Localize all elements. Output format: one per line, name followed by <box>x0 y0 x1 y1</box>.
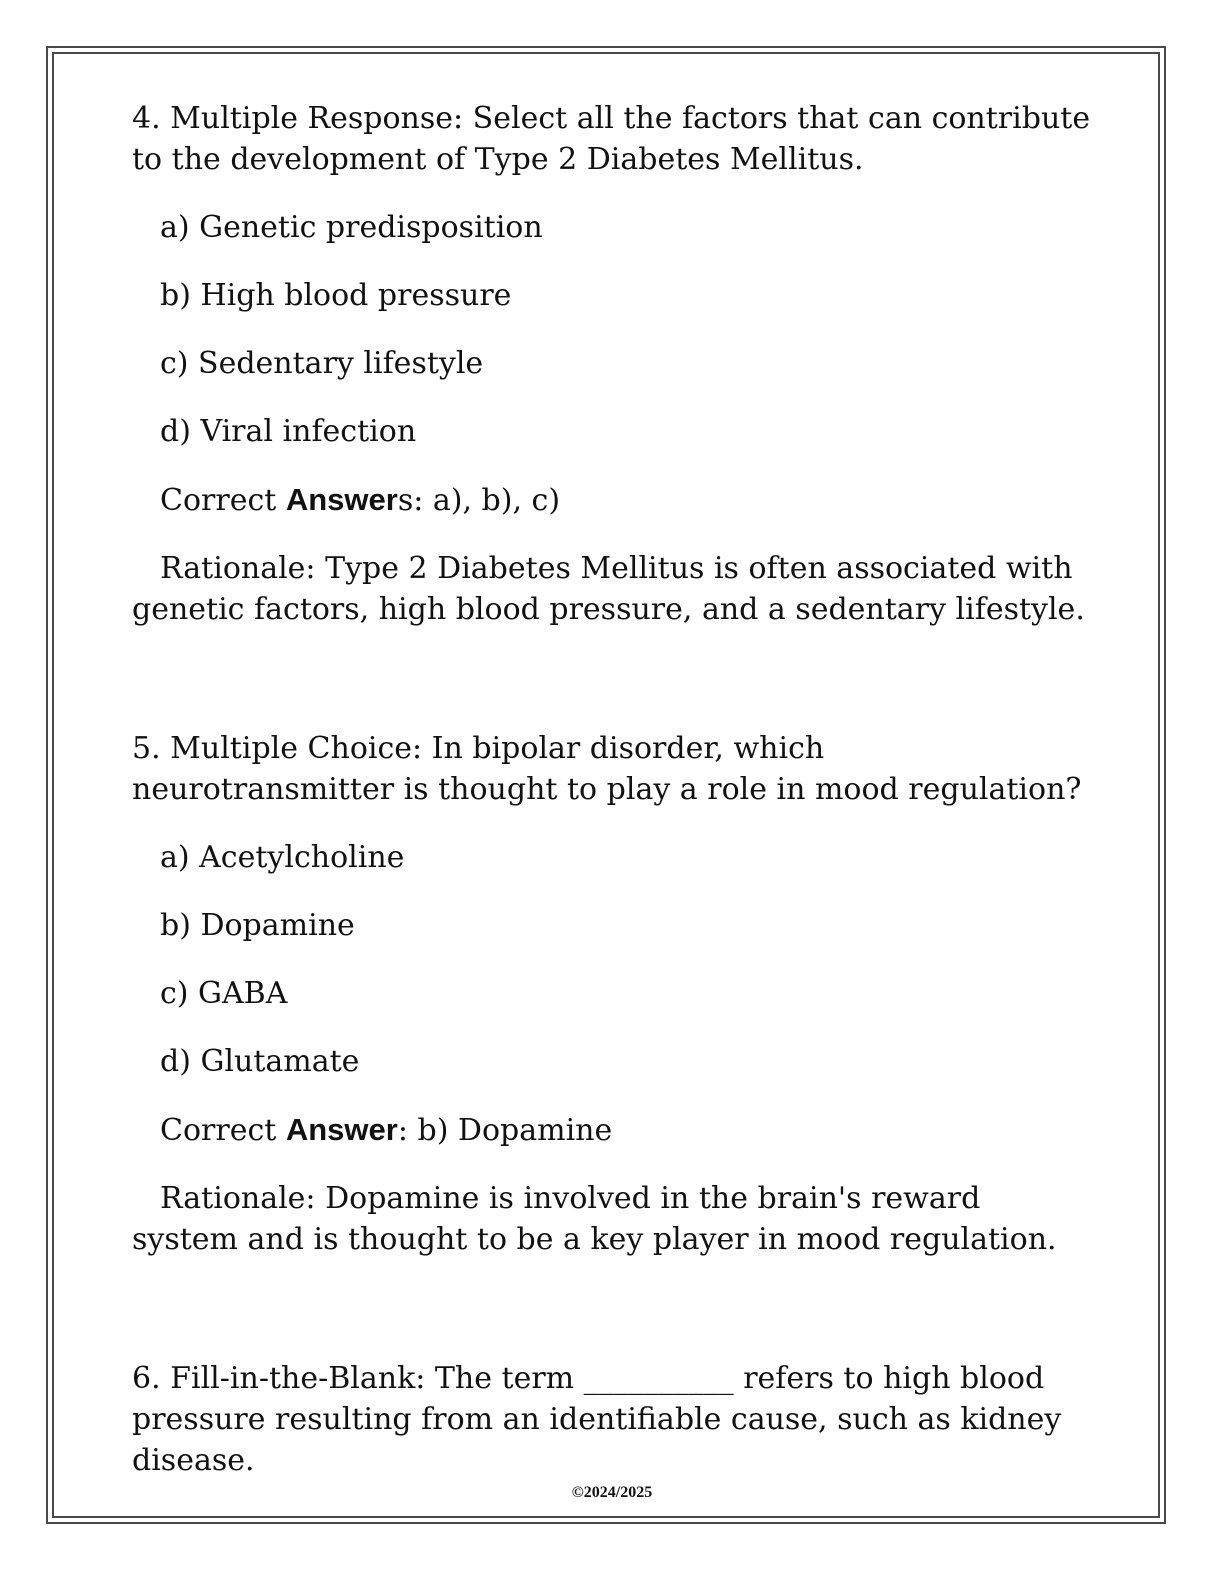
correct-answer <box>160 1109 1092 1151</box>
answer-suffix: s: a), b), c) <box>397 483 561 518</box>
answer-prefix: Correct <box>160 1113 286 1148</box>
question-5-text <box>132 728 1092 810</box>
footer-copyright: ©2024/2025 <box>571 1484 653 1501</box>
document-body <box>132 98 1092 1478</box>
option-b: b) Dopamine <box>160 908 355 943</box>
question-stem: Multiple Choice: In bipolar disorder, which neurotransmitter is thought to play a role in mood regulation? <box>132 731 1082 807</box>
rationale: Rationale: Type 2 Diabetes Mellitus is often associated with genetic factors, high blood pressure, and a sedentary lifestyle. <box>132 551 1085 627</box>
question-5 <box>132 728 1092 1260</box>
question-4-text <box>132 98 1092 180</box>
option-d: d) Glutamate <box>160 1044 360 1079</box>
option-a: a) Genetic predisposition <box>160 210 543 245</box>
answer-word: Answer <box>285 1112 398 1147</box>
option-d: d) Viral infection <box>160 414 417 449</box>
option-a: a) Acetylcholine <box>160 840 405 875</box>
question-stem: Fill-in-the-Blank: The term __________ refers to high blood pressure resulting from an identifiable cause, such as kidney disease. <box>132 1361 1062 1478</box>
option-b: b) High blood pressure <box>160 278 512 313</box>
correct-answer <box>160 479 1092 521</box>
question-6 <box>132 1358 1092 1481</box>
question-number: 4. <box>132 101 161 136</box>
question-6-text <box>132 1358 1092 1481</box>
question-4 <box>132 98 1092 630</box>
answer-suffix: : b) Dopamine <box>397 1113 613 1148</box>
question-number: 5. <box>132 731 161 766</box>
question-stem: Multiple Response: Select all the factors that can contribute to the development of Type 2 Diabetes Mellitus. <box>132 101 1091 177</box>
answer-word: Answer <box>285 482 398 517</box>
option-c: c) Sedentary lifestyle <box>160 346 484 381</box>
option-c: c) GABA <box>160 976 288 1011</box>
rationale: Rationale: Dopamine is involved in the brain's reward system and is thought to be a key player in mood regulation. <box>132 1181 1057 1257</box>
question-number: 6. <box>132 1361 161 1396</box>
answer-prefix: Correct <box>160 483 286 518</box>
